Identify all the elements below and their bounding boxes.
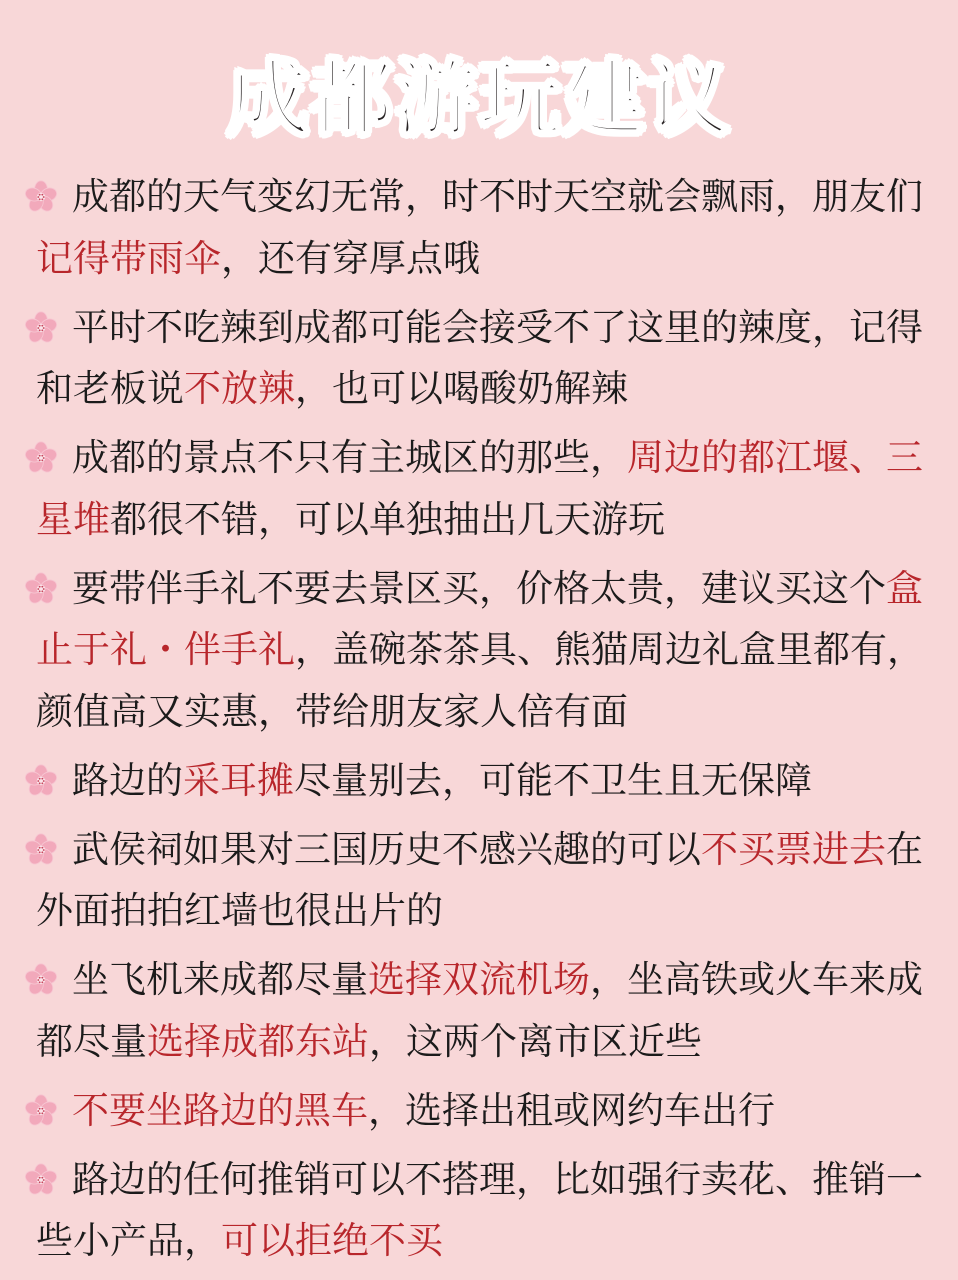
tip-highlight-text: 周边的都江堰、三星堆 [36,436,923,541]
tip-item [36,166,936,289]
cherry-blossom-icon [24,572,58,606]
tip-item [36,427,936,550]
tip-text: ，坐高铁或火车来成都尽量 [36,958,923,1063]
tip-text: 路边的 [72,758,183,802]
tip-item [36,819,936,942]
tip-text: 要带伴手礼不要去景区买，价格太贵，建议买这个 [72,566,886,610]
tip-highlight-text: 不放辣 [184,367,295,410]
tip-text: ，还有穿厚点哦 [221,236,480,280]
tip-text: ，选择出租或网约车出行 [368,1088,775,1132]
tip-text: ，这两个离市区近些 [369,1019,702,1063]
tip-highlight-text: 可以拒绝不买 [221,1219,443,1262]
tip-text: 都很不错，可以单独抽出几天游玩 [110,497,665,541]
tip-highlight-text: 选择成都东站 [147,1019,369,1063]
tip-text: 在外面拍拍红墙也很出片的 [36,827,923,932]
tip-item [36,949,936,1072]
tip-highlight-text: 采耳摊 [183,758,294,802]
tip-text: 平时不吃辣到成都可能会接受不了这里的辣度，记得和老板说 [36,305,923,410]
tip-highlight-text: 不买票进去 [701,827,886,871]
tip-text: 成都的景点不只有主城区的那些， [72,436,627,479]
cherry-blossom-icon [24,311,58,345]
tip-item [36,297,936,420]
tip-item [36,558,936,743]
cherry-blossom-icon [24,180,58,214]
tip-highlight-text: 不要坐路边的黑车 [72,1088,368,1132]
tip-item [36,750,936,812]
tip-text: ，也可以喝酸奶解辣 [295,367,628,410]
tip-highlight-text: 记得带雨伞 [36,236,221,280]
cherry-blossom-icon [24,1094,58,1128]
tip-text: ，盖碗茶茶具、熊猫周边礼盒里都有，颜值高又实惠，带给朋友家人倍有面 [36,628,924,733]
tip-text: 武侯祠如果对三国历史不感兴趣的可以 [72,827,701,871]
cherry-blossom-icon [24,963,58,997]
tip-text: 成都的天气变幻无常，时不时天空就会飘雨，朋友们 [72,175,923,218]
tip-text: 尽量别去，可能不卫生且无保障 [294,758,812,802]
cherry-blossom-icon [24,441,58,475]
cherry-blossom-icon [24,1163,58,1197]
tip-highlight-text: 盒止于礼・伴手礼 [36,566,923,671]
tip-highlight-text: 选择双流机场 [368,958,590,1001]
cherry-blossom-icon [24,764,58,798]
tip-text: 坐飞机来成都尽量 [72,958,368,1001]
tip-item [36,1080,936,1142]
page-title: 成都游玩建议 [226,52,731,147]
tip-text: 路边的任何推销可以不搭理，比如强行卖花、推销一些小产品， [36,1157,923,1262]
tips-list [36,166,936,1279]
cherry-blossom-icon [24,833,58,867]
tip-item [36,1149,936,1272]
